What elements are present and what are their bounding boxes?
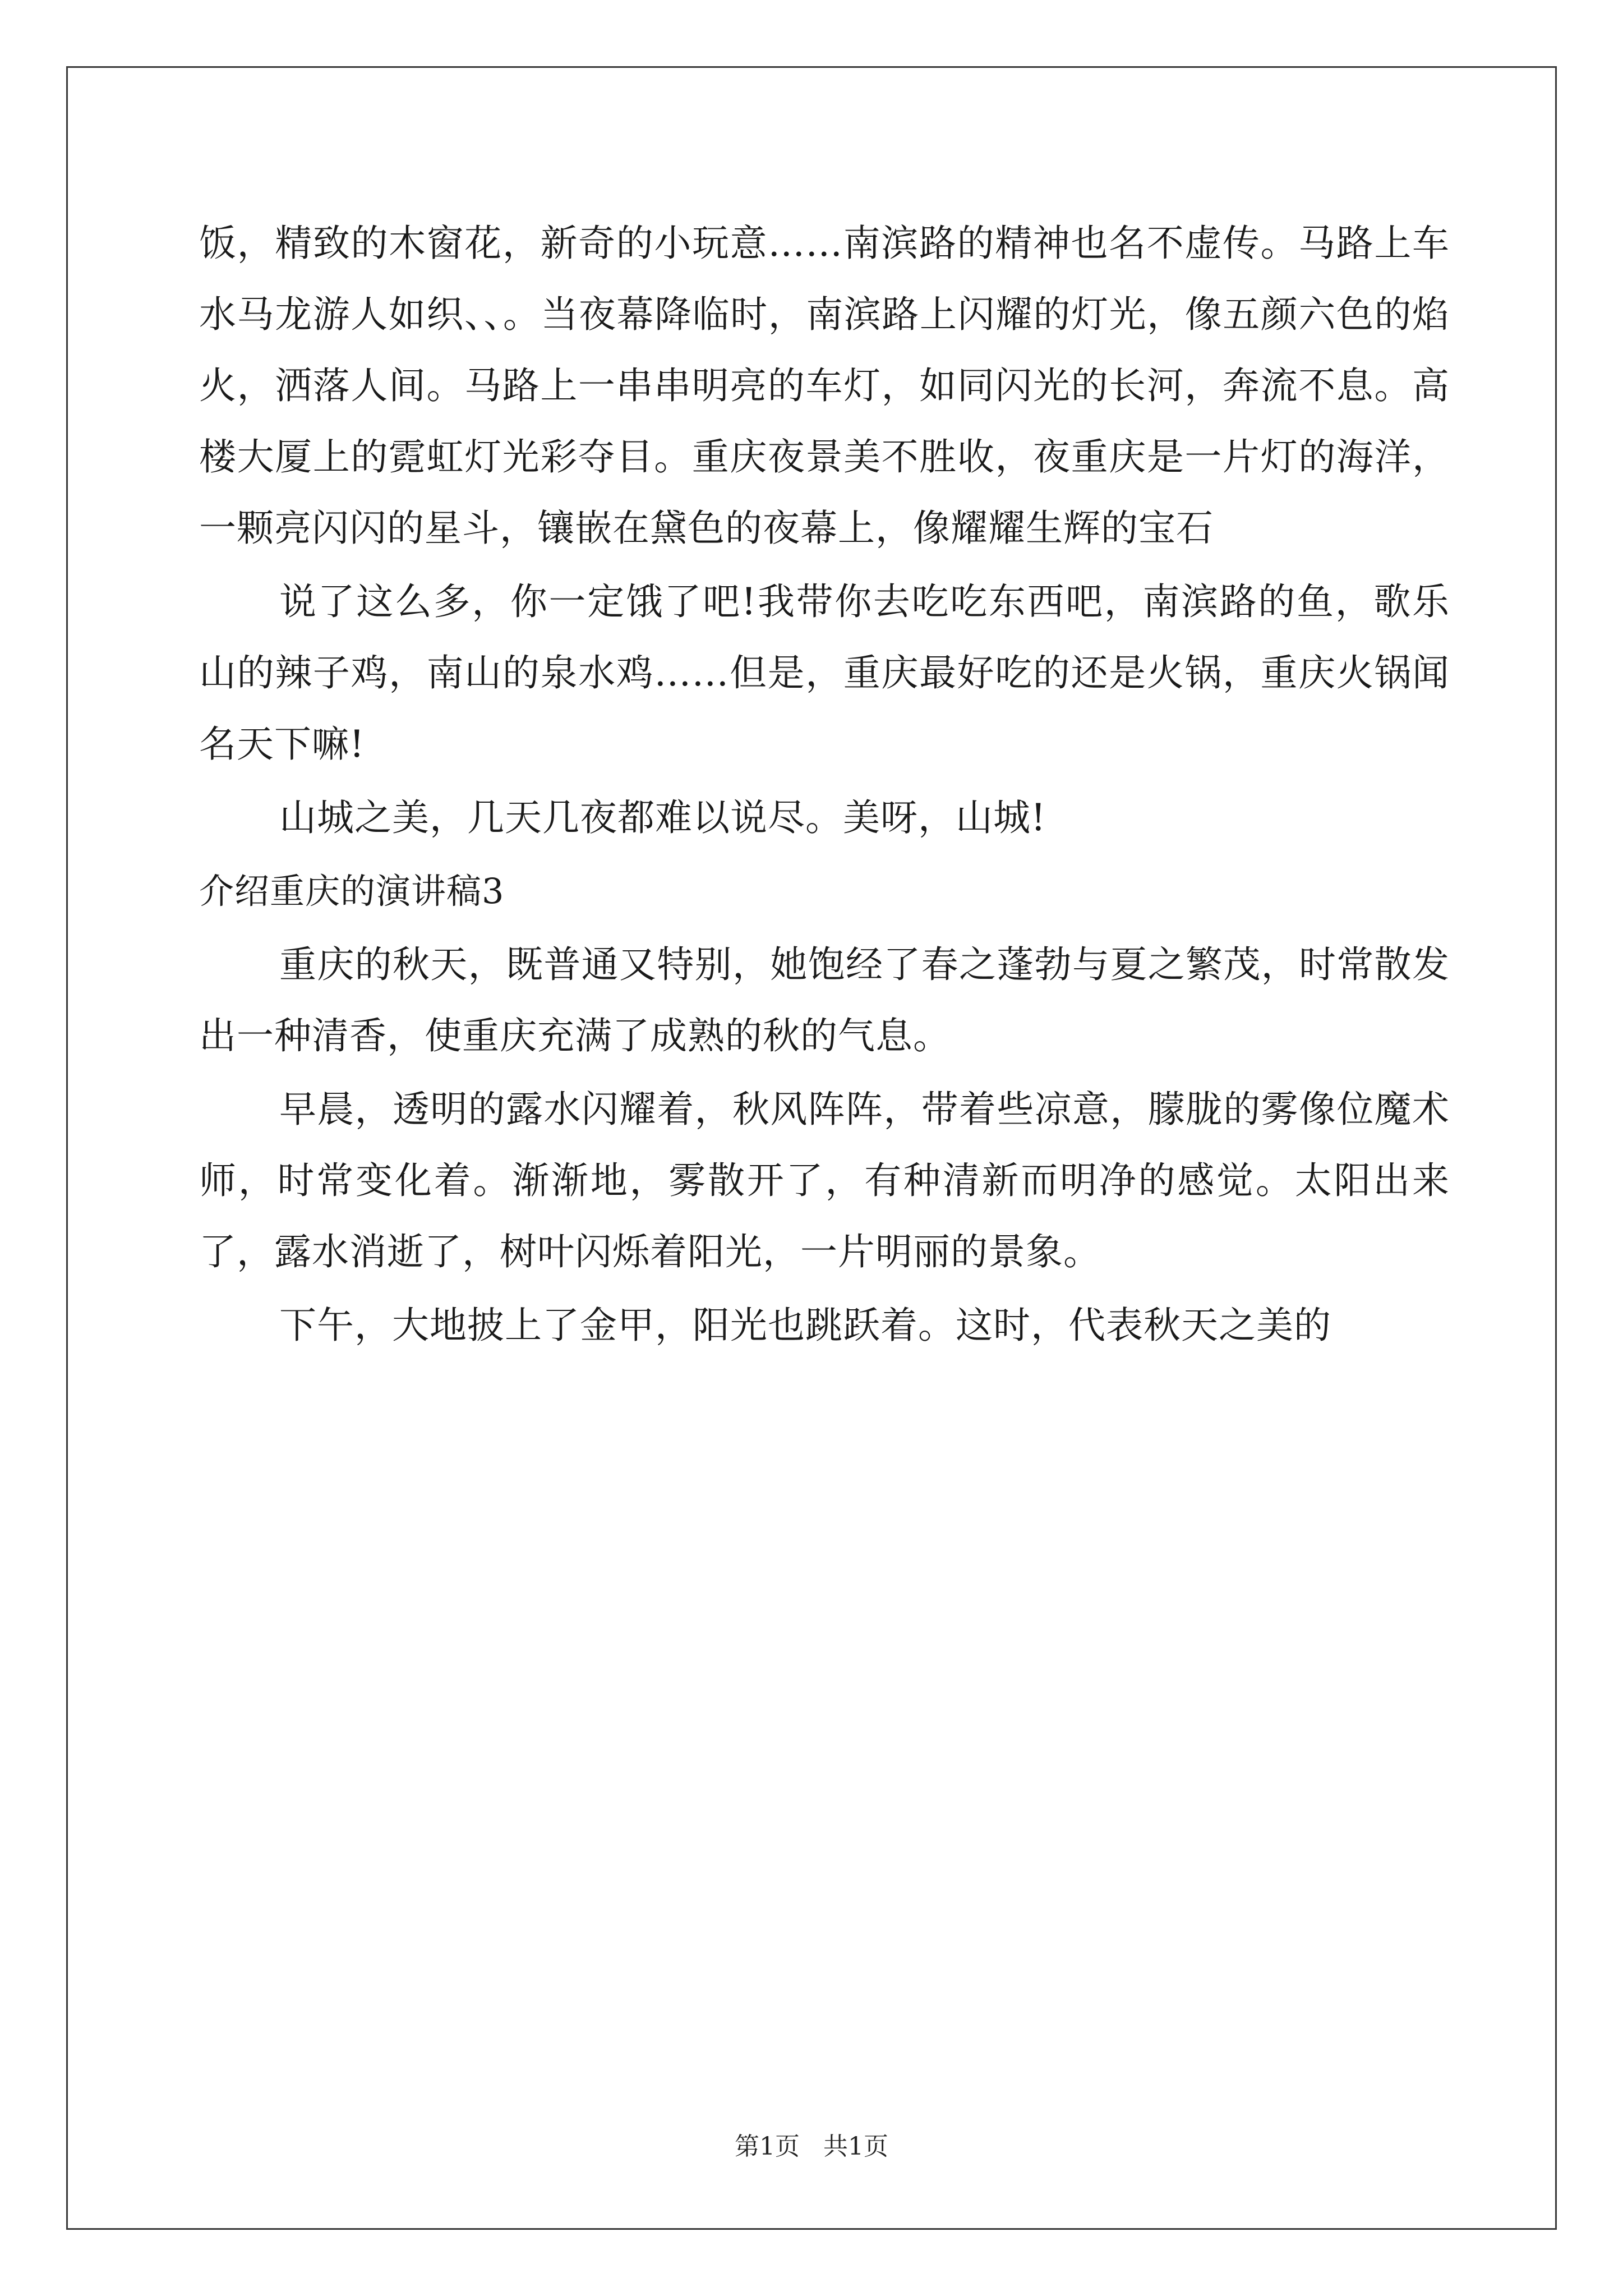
page-number-current: 第1页 xyxy=(735,2132,800,2161)
page-footer xyxy=(0,2126,1623,2162)
paragraph: 早晨，透明的露水闪耀着，秋风阵阵，带着些凉意，朦胧的雾像位魔术师，时常变化着。渐渐地，雾散开了，有种清新而明净的感觉。太阳出来了，露水消逝了，树叶闪烁着阳光，一片明丽的景象。 xyxy=(199,1088,1450,1273)
paragraph-continuation: 饭，精致的木窗花，新奇的小玩意……南滨路的精神也名不虚传。马路上车水马龙游人如织、、。当夜幕降临时，南滨路上闪耀的灯光，像五颜六色的焰火，洒落人间。马路上一串串明亮的车灯，如同闪光的长河，奔流不息。高楼大厦上的霓虹灯光彩夺目。重庆夜景美不胜收，夜重庆是一片灯的海洋，一颗亮闪闪的星斗，镶嵌在黛色的夜幕上，像耀耀生辉的宝石 xyxy=(199,222,1450,550)
paragraph: 下午，大地披上了金甲，阳光也跳跃着。这时，代表秋天之美的 xyxy=(279,1304,1331,1347)
paragraph: 说了这么多，你一定饿了吧!我带你去吃吃东西吧，南滨路的鱼，歌乐山的辣子鸡，南山的泉水鸡……但是，重庆最好吃的还是火锅，重庆火锅闻名天下嘛! xyxy=(199,580,1450,766)
paragraph: 重庆的秋天，既普通又特别，她饱经了春之蓬勃与夏之繁茂，时常散发出一种清香，使重庆充满了成熟的秋的气息。 xyxy=(199,943,1450,1057)
page-number-total: 共1页 xyxy=(823,2132,888,2161)
document-body xyxy=(199,208,1450,1363)
paragraph: 山城之美，几天几夜都难以说尽。美呀，山城! xyxy=(279,796,1046,839)
section-heading: 介绍重庆的演讲稿3 xyxy=(199,871,505,912)
